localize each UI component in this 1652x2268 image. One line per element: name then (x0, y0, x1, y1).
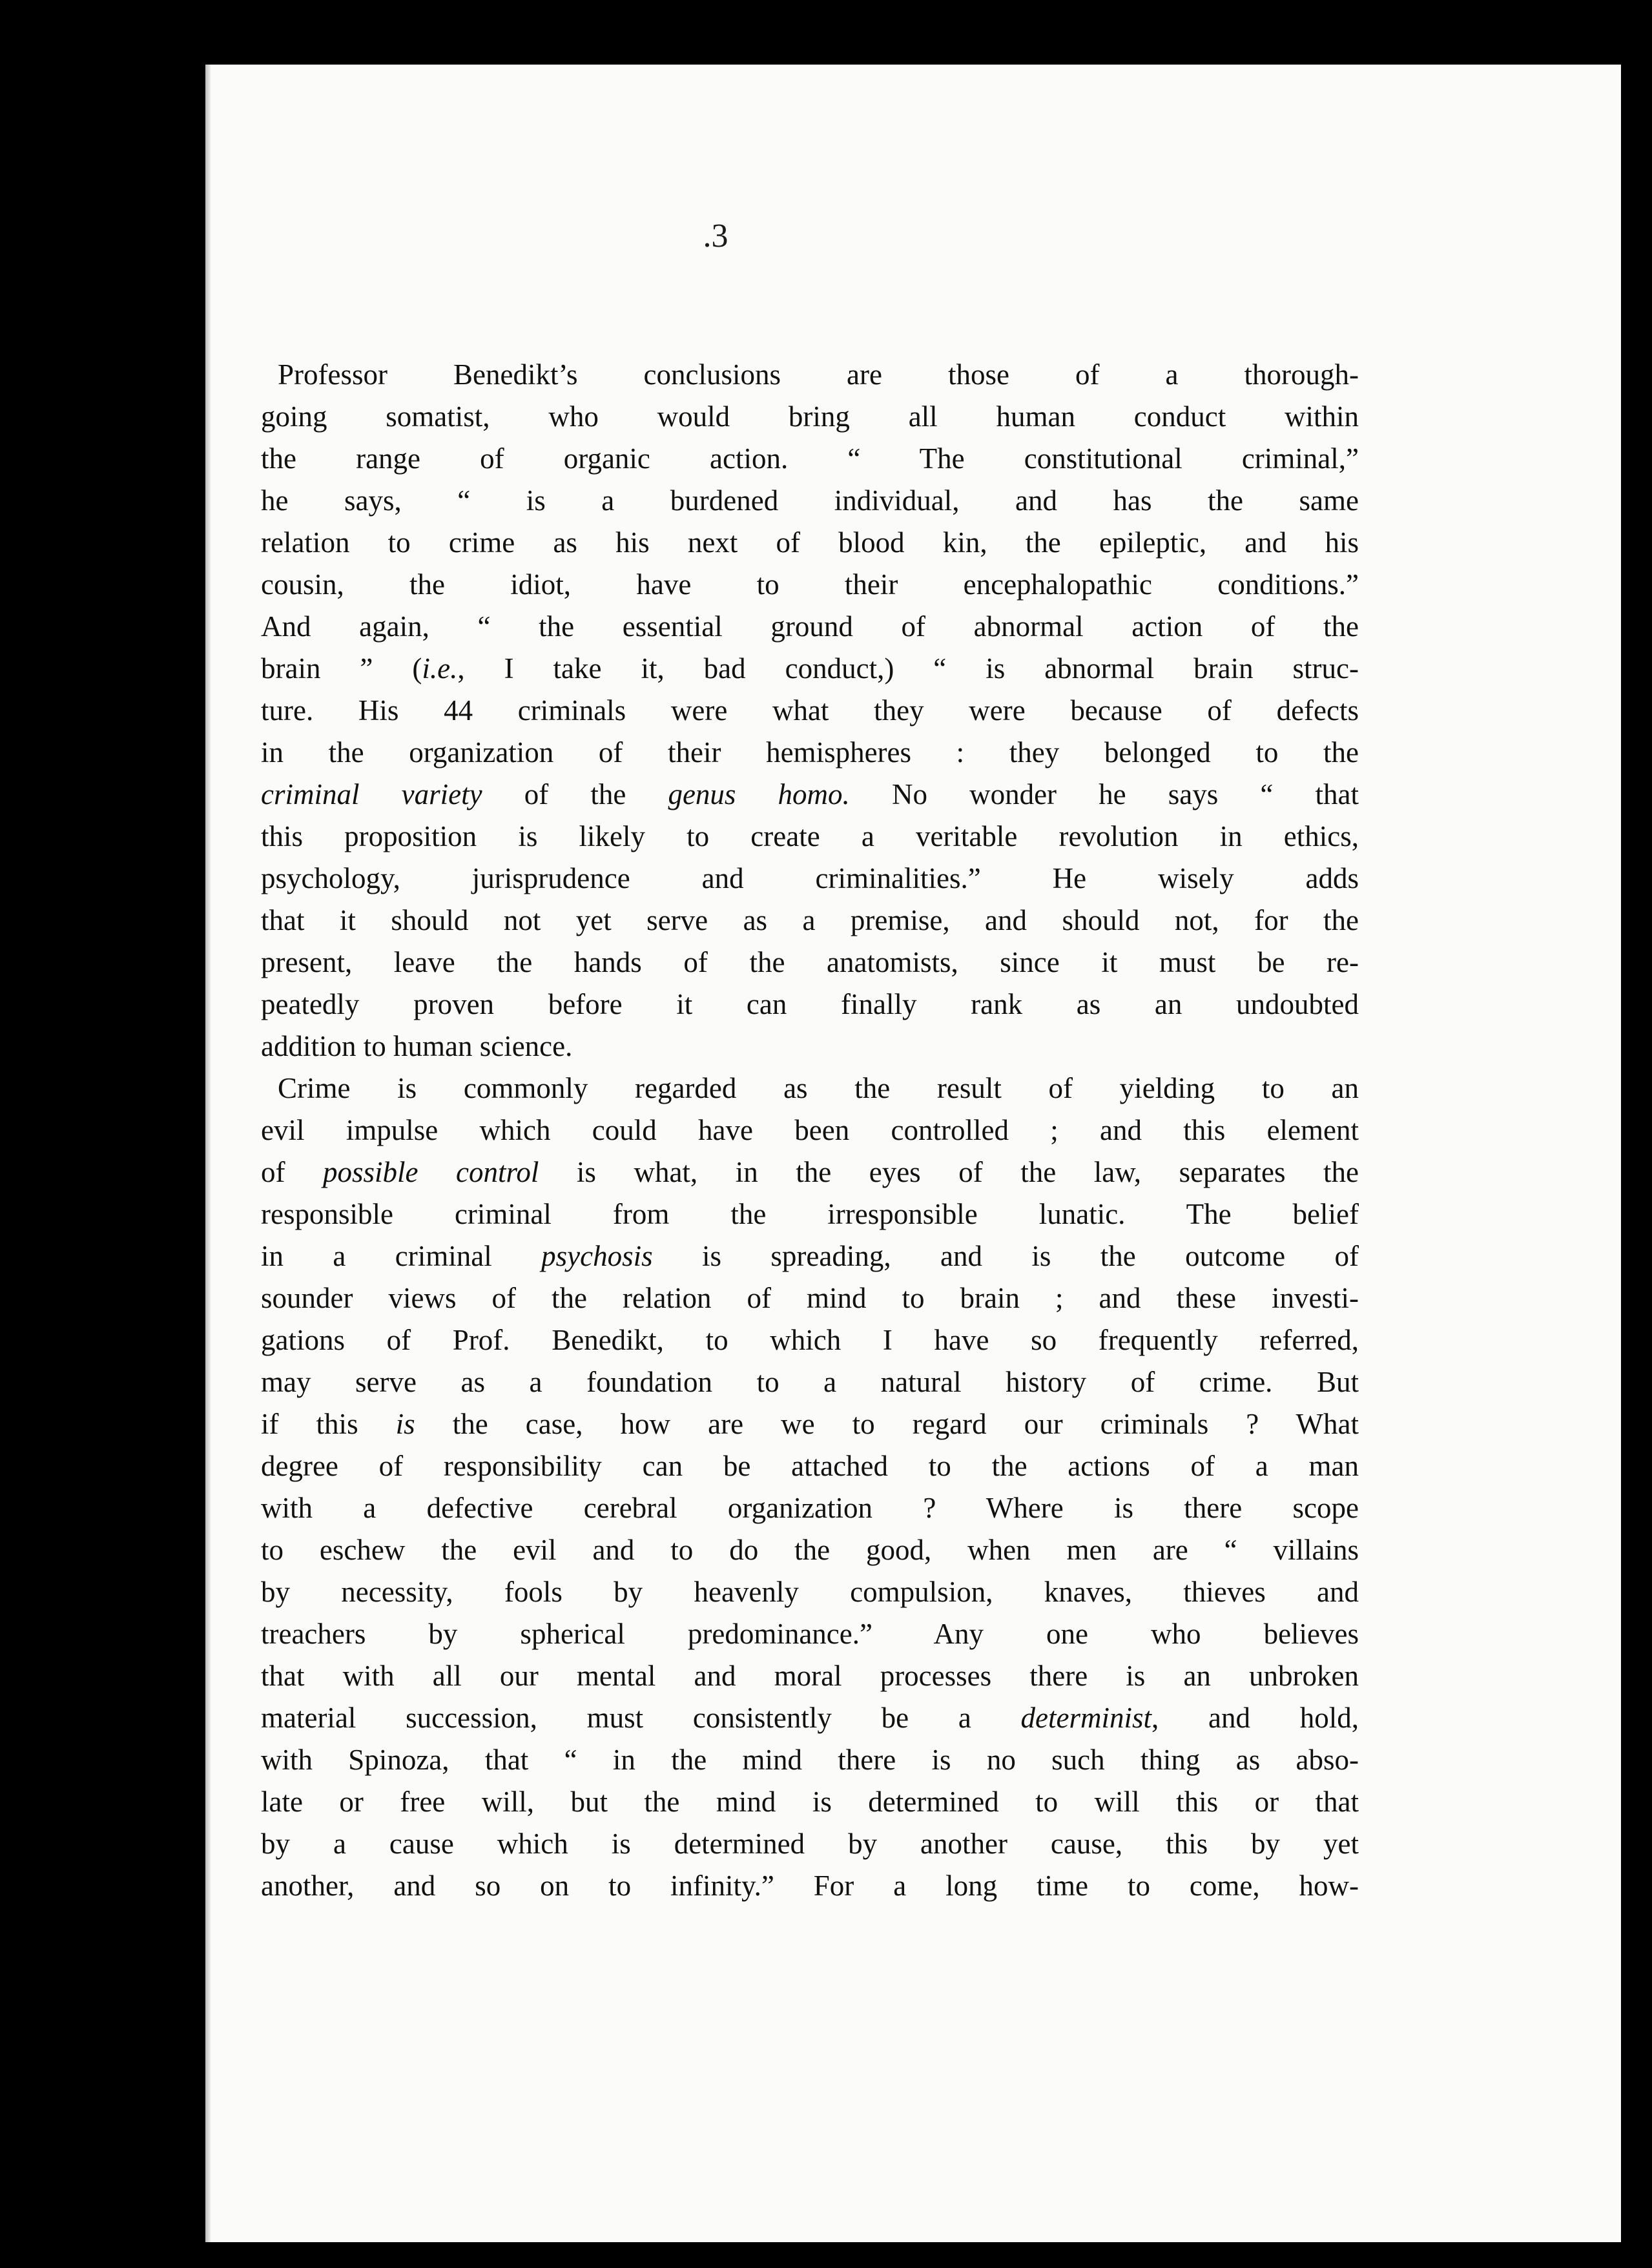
text-line (261, 1361, 1359, 1403)
text-run: may serve as a foundation to a natural history of crime. But (261, 1366, 1359, 1398)
text-run: , I take it, bad conduct,) “ is abnormal brain struc- (457, 652, 1359, 685)
text-run: in a criminal (261, 1240, 542, 1272)
text-run: evil impulse which could have been controlled ; and this element (261, 1114, 1359, 1146)
text-line (261, 1487, 1359, 1529)
text-run: the range of organic action. “ The constitutional criminal,” (261, 442, 1359, 475)
text-run: brain ” ( (261, 652, 422, 685)
text-run: peatedly proven before it can finally rank as an undoubted (261, 988, 1359, 1020)
text-line (261, 1151, 1359, 1193)
text-line (261, 900, 1359, 942)
text-line (261, 564, 1359, 606)
text-line (261, 858, 1359, 900)
text-line (261, 816, 1359, 858)
text-run: by necessity, fools by heavenly compulsion, knaves, thieves and (261, 1576, 1359, 1608)
text-run: Crime is commonly regarded as the result of yielding to an (278, 1072, 1359, 1104)
text-run: of (261, 1156, 324, 1188)
text-run: with a defective cerebral organization ? Where is there scope (261, 1492, 1359, 1524)
text-line (261, 1277, 1359, 1319)
text-run: to eschew the evil and to do the good, when men are “ villains (261, 1534, 1359, 1566)
text-line (261, 1109, 1359, 1151)
text-line (261, 1235, 1359, 1277)
text-line (261, 1445, 1359, 1487)
text-run: Professor Benedikt’s conclusions are those of a thorough- (278, 358, 1359, 391)
text-line (261, 1403, 1359, 1445)
text-line (261, 1571, 1359, 1613)
text-run: treachers by spherical predominance.” Any one who believes (261, 1618, 1359, 1650)
text-run: if this (261, 1408, 396, 1440)
italic-text: genus homo. (668, 778, 850, 810)
text-line (261, 984, 1359, 1026)
text-line (261, 1697, 1359, 1739)
text-run: going somatist, who would bring all human conduct within (261, 400, 1359, 433)
text-line (261, 732, 1359, 774)
text-run: that with all our mental and moral processes there is an unbroken (261, 1660, 1359, 1692)
text-line (261, 396, 1359, 438)
text-line (261, 1613, 1359, 1655)
text-line (261, 438, 1359, 480)
text-run: another, and so on to infinity.” For a long time to come, how- (261, 1870, 1359, 1902)
text-line (261, 480, 1359, 522)
body-text (261, 354, 1359, 1907)
text-line (261, 1193, 1359, 1235)
text-run: is what, in the eyes of the law, separates the (539, 1156, 1359, 1188)
text-line (261, 942, 1359, 984)
text-line (261, 1781, 1359, 1823)
text-run: , and hold, (1151, 1702, 1359, 1734)
page-number: .3 (703, 218, 728, 254)
text-line (261, 1529, 1359, 1571)
text-line (261, 1026, 1359, 1067)
text-run: he says, “ is a burdened individual, and has the same (261, 484, 1359, 517)
text-run: degree of responsibility can be attached to the actions of a man (261, 1450, 1359, 1482)
text-run: late or free will, but the mind is determined to will this or that (261, 1786, 1359, 1818)
italic-text: is (395, 1408, 415, 1440)
text-line (261, 690, 1359, 732)
text-line (261, 1865, 1359, 1907)
text-run: material succession, must consistently be a (261, 1702, 1021, 1734)
italic-text: possible control (323, 1156, 539, 1188)
text-line (261, 1823, 1359, 1865)
text-run: relation to crime as his next of blood kin, the epileptic, and his (261, 526, 1359, 559)
text-line (261, 354, 1359, 396)
text-line (261, 606, 1359, 648)
text-run: psychology, jurisprudence and criminalities.” He wisely adds (261, 862, 1359, 894)
text-line (261, 1067, 1359, 1109)
italic-text: criminal variety (261, 778, 482, 810)
italic-text: psychosis (541, 1240, 653, 1272)
text-line (261, 522, 1359, 564)
text-run: gations of Prof. Benedikt, to which I have so frequently referred, (261, 1324, 1359, 1356)
text-run: of the (482, 778, 668, 810)
text-run: with Spinoza, that “ in the mind there is no such thing as abso- (261, 1744, 1359, 1776)
text-line (261, 1739, 1359, 1781)
text-run: that it should not yet serve as a premise, and should not, for the (261, 904, 1359, 936)
text-run: in the organization of their hemispheres : they belonged to the (261, 736, 1359, 768)
text-run: cousin, the idiot, have to their encephalopathic conditions.” (261, 568, 1359, 601)
text-run: sounder views of the relation of mind to brain ; and these investi- (261, 1282, 1359, 1314)
text-run: ture. His 44 criminals were what they were because of defects (261, 694, 1359, 727)
text-run: is spreading, and is the outcome of (652, 1240, 1359, 1272)
text-run: by a cause which is determined by another cause, this by yet (261, 1828, 1359, 1860)
page-gutter-shadow (205, 65, 211, 2242)
italic-text: determinist (1020, 1702, 1152, 1734)
text-line (261, 1319, 1359, 1361)
text-run: No wonder he says “ that (849, 778, 1359, 810)
italic-text: i.e. (422, 652, 458, 685)
text-run: present, leave the hands of the anatomists, since it must be re- (261, 946, 1359, 978)
text-run: And again, “ the essential ground of abnormal action of the (261, 610, 1359, 643)
text-run: addition to human science. (261, 1030, 573, 1062)
text-line (261, 648, 1359, 690)
text-run: the case, how are we to regard our criminals ? What (415, 1408, 1359, 1440)
text-line (261, 774, 1359, 816)
text-line (261, 1655, 1359, 1697)
text-run: responsible criminal from the irresponsible lunatic. The belief (261, 1198, 1359, 1230)
text-run: this proposition is likely to create a veritable revolution in ethics, (261, 820, 1359, 852)
